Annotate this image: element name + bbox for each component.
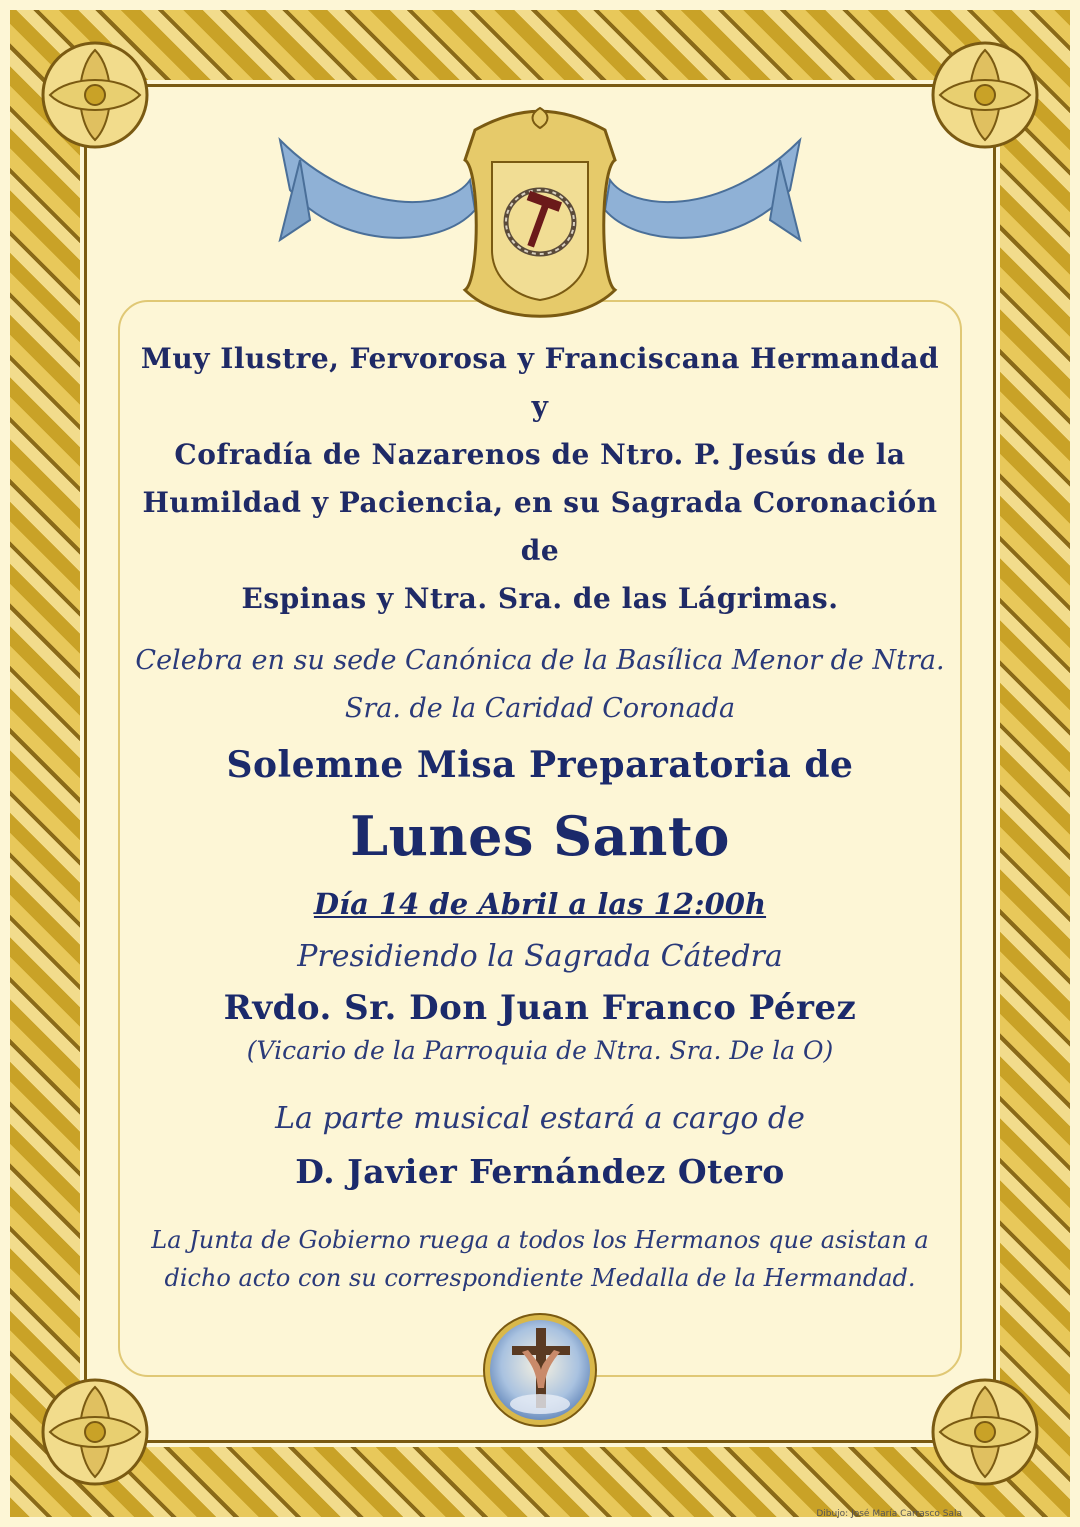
celebra-line: Celebra en su sede Canónica de la Basílica Menor de Ntra. bbox=[135, 645, 945, 676]
musician-name: D. Javier Fernández Otero bbox=[295, 1152, 785, 1191]
heading-line: Espinas y Ntra. Sra. de las Lágrimas. bbox=[241, 582, 839, 615]
celebrant-role: (Vicario de la Parroquia de Ntra. Sra. De la O) bbox=[246, 1036, 834, 1065]
celebrant-name: Rvdo. Sr. Don Juan Franco Pérez bbox=[223, 988, 857, 1028]
heading-line: Humildad y Paciencia, en su Sagrada Coronación de bbox=[142, 486, 938, 567]
crucifix-medallion-icon bbox=[482, 1312, 598, 1428]
junta-line: dicho acto con su correspondiente Medalla de la Hermandad. bbox=[164, 1264, 916, 1292]
corner-flourish-icon bbox=[20, 1357, 170, 1507]
event-date: Día 14 de Abril a las 12:00h bbox=[313, 887, 767, 921]
junta-line: La Junta de Gobierno ruega a todos los Hermanos que asistan a bbox=[151, 1226, 929, 1254]
brotherhood-name bbox=[130, 335, 950, 623]
corner-flourish-icon bbox=[910, 1357, 1060, 1507]
celebra-paragraph bbox=[130, 637, 950, 733]
misa-title: Solemne Misa Preparatoria de bbox=[226, 744, 854, 786]
lunes-santo-title: Lunes Santo bbox=[350, 804, 730, 868]
junta-notice bbox=[130, 1221, 950, 1297]
celebra-line: Sra. de la Caridad Coronada bbox=[344, 693, 736, 724]
invitation-text bbox=[130, 335, 950, 1297]
musical-label: La parte musical estará a cargo de bbox=[275, 1101, 805, 1136]
heading-line: Muy Ilustre, Fervorosa y Franciscana Hermandad y bbox=[140, 342, 940, 423]
artist-credit: Dibujo: José María Carrasco Sala bbox=[816, 1509, 962, 1519]
corner-flourish-icon bbox=[20, 20, 170, 170]
heading-line: Cofradía de Nazarenos de Ntro. P. Jesús de la bbox=[174, 438, 906, 471]
presidiendo-label: Presidiendo la Sagrada Cátedra bbox=[297, 939, 783, 974]
crown-of-thorns-crest-icon bbox=[220, 100, 860, 330]
corner-flourish-icon bbox=[910, 20, 1060, 170]
